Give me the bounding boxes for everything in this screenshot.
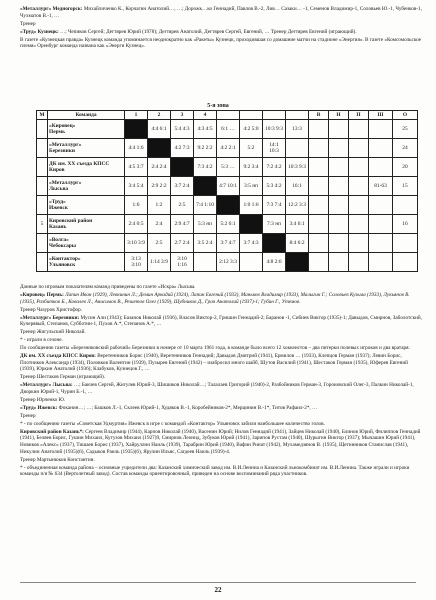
- paragraph-text: Тренер Жигульский Николай.: [20, 329, 86, 336]
- col-header-wins: В: [309, 111, 329, 120]
- paragraph-text: * - играли в сезоне.: [20, 337, 63, 344]
- score-cell: 4:2 5:0: [240, 120, 263, 139]
- paragraph: [20, 29, 424, 36]
- score-cell: 81-63: [369, 177, 393, 196]
- paragraph: [20, 429, 424, 455]
- table-header-row: [37, 111, 418, 120]
- score-cell: 7:4 1:10: [194, 196, 217, 215]
- paragraph-text: Мусин Али (1943); Базанов Николай (1936), Власов Виктор-2, Гришин Геннадий-2; Баранов -1, Сибиев Виктор (1935)-1; Давыдов, Смирнов, Заболотский, Кучерявый, Степанов, Субботин-1, Пухов А.*, Степанов А.*, …: [20, 314, 422, 328]
- score-cell: 2:4 2:4: [148, 158, 171, 177]
- standings-table: [36, 110, 418, 272]
- paragraph-text: Фоканин…; …; Башков Л.-1, Склеев Юрий-1, Худяков В.-1, Коробейников-2*, Мерцинин В.-1*, Титов Рафаил-2*, …: [57, 404, 318, 411]
- score-cell: [369, 158, 393, 177]
- place-cell: [37, 158, 48, 177]
- score-cell: 5:3 нп: [194, 215, 217, 234]
- paragraph-text: Тренер: [20, 412, 36, 419]
- score-cell: [309, 253, 329, 272]
- team-cell: [48, 253, 125, 272]
- score-cell: 8:4 6:2: [286, 234, 309, 253]
- paragraph-text: …; Бакчев Сергей, Жигулев Юрий-3, Шишиков Николай…; Талалаев Григорий (1940)-2, Разбойников Герман-3, Гороновский Олег-3, Палкин Николай-1, Дворкин Юрий-1, Чурин Б.-1, …: [20, 382, 414, 395]
- paragraph: [20, 465, 424, 478]
- score-cell: [329, 177, 349, 196]
- score-cell: 4:4 6:1: [148, 120, 171, 139]
- place-cell: [37, 177, 48, 196]
- score-cell: 3:7 2:4: [171, 177, 194, 196]
- score-cell: 1:6: [125, 196, 148, 215]
- paragraph: [20, 374, 424, 381]
- score-cell: [393, 196, 418, 215]
- paragraph-text: * - объединенная команда района – основные учредители два: Казанский химический завод им. В.И.Ленина и Казанский льнокомбинат им. В.И.Ленина. Также играли и игроки команды п/я № 634 (Вертолетный завод). Состав команды ориентировочный, приведен на основе воспоминаний ряда участников.: [20, 464, 410, 478]
- team-name: «Волга»: [49, 237, 69, 243]
- score-cell: 10:3 9:3: [263, 120, 286, 139]
- zone-title: 5-я зона: [207, 103, 229, 109]
- paragraph-text: Тренер Юрченко Ю.: [20, 396, 66, 403]
- paragraph-heading: ДК им. XX съезда КПСС Киров:: [20, 353, 96, 360]
- self-match-cell: [171, 158, 194, 177]
- col-header-2: 2: [148, 111, 171, 120]
- paragraph-heading: «Металлург» Березники:: [20, 314, 80, 321]
- score-cell: 1:0 1:6: [240, 196, 263, 215]
- paragraph-text: Тренер Шестаков Герман (играющий).: [20, 374, 106, 381]
- paragraph: [20, 292, 424, 305]
- score-cell: 5:3 …: [217, 158, 240, 177]
- score-cell: [309, 158, 329, 177]
- team-city: Ижевск: [49, 205, 68, 211]
- score-cell: 16:1: [286, 177, 309, 196]
- self-match-cell: [194, 177, 217, 196]
- paragraph: [20, 337, 424, 344]
- paragraph: [20, 284, 424, 291]
- col-header-place: М: [37, 111, 48, 120]
- team-cell: [48, 120, 125, 139]
- score-cell: 5:2: [240, 139, 263, 158]
- score-cell: 3:4 6:1: [286, 215, 309, 234]
- table-row: [37, 158, 418, 177]
- score-cell: 1:2: [148, 196, 171, 215]
- team-cell: [48, 215, 125, 234]
- score-cell: [329, 120, 349, 139]
- footer-divider: [20, 582, 416, 583]
- place-cell: [37, 234, 48, 253]
- paragraph-heading: «Металлург» Лысьва:: [20, 382, 73, 389]
- paragraph-heading: «Труд» Ижевск:: [20, 404, 58, 411]
- score-cell: [349, 215, 369, 234]
- team-name: Кировский район: [49, 218, 93, 224]
- col-header-goals: Ш: [369, 111, 393, 120]
- score-cell: [329, 253, 349, 272]
- score-cell: [240, 253, 263, 272]
- score-cell: 7:3 7:4: [263, 196, 286, 215]
- score-cell: 4:7 10:1: [217, 177, 240, 196]
- score-cell: 4:5 3:7: [125, 158, 148, 177]
- score-cell: 3:4 5:4: [125, 177, 148, 196]
- team-cell: [48, 234, 125, 253]
- score-cell: [194, 253, 217, 272]
- col-header-7: [263, 111, 286, 120]
- paragraph-text: Данные по игровым показателям команд приведены по газете «Искра» Лысьва.: [20, 284, 196, 290]
- team-name: ДК им. XX съезда КПСС: [49, 161, 110, 167]
- col-header-3: 3: [171, 111, 194, 120]
- team-city: Березники: [49, 148, 75, 154]
- score-cell: 24: [393, 139, 418, 158]
- col-header-5: [217, 111, 240, 120]
- score-cell: [349, 196, 369, 215]
- score-cell: 4:2 2:1: [217, 139, 240, 158]
- paragraph: [20, 413, 424, 420]
- paragraph-text: По сообщению газеты «Березниковский рабочий» Березники в номере от 10 марта 1961 года, в команде было всего 12 хоккеистов – два питерки полевых игроков и два вратаря.: [20, 345, 410, 352]
- col-header-draws: Н: [329, 111, 349, 120]
- score-cell: [369, 215, 393, 234]
- team-name: «Кировец»: [49, 123, 76, 129]
- col-header-team: Команда: [48, 111, 125, 120]
- paragraph: [20, 397, 424, 404]
- paragraph-text: Лапин Иван (1929), Левкинин Л.; Демин Аркадий (1924), Лапин Евгений (1933), Маньков Владимир (1933), Малыгин Г.; Соловьев Кузьма (1933), Лукьянов В. (1935), Разбитков Б., Ковалев Л., Анисимов В., Решетов Олег (1929), Шубников Д., Грач Анатолий (1937)-1; Губин Г., Утемов.: [20, 291, 410, 305]
- table-row: [37, 139, 418, 158]
- paragraph: [20, 382, 424, 395]
- paragraph: [20, 21, 424, 28]
- score-cell: [369, 139, 393, 158]
- place-cell: [37, 139, 48, 158]
- score-cell: 4:4 1:6: [125, 139, 148, 158]
- score-cell: [309, 215, 329, 234]
- score-cell: 6:1 …: [217, 120, 240, 139]
- paragraph-heading: Кировский район Казань*:: [20, 428, 84, 435]
- score-cell: [329, 234, 349, 253]
- team-city: Киров: [49, 167, 65, 173]
- score-cell: 3:5 2:4: [194, 234, 217, 253]
- score-cell: 13:3: [286, 120, 309, 139]
- team-cell: [48, 177, 125, 196]
- score-cell: 15: [393, 177, 418, 196]
- col-header-1: 1: [125, 111, 148, 120]
- score-cell: [329, 196, 349, 215]
- score-cell: 7:2 4:2: [263, 158, 286, 177]
- score-cell: 14:1 10:3: [263, 139, 286, 158]
- score-cell: [309, 177, 329, 196]
- team-city: Лысьва: [49, 186, 69, 192]
- self-match-cell: [217, 196, 240, 215]
- paragraph-heading: «Металлург» Медногорск:: [20, 6, 83, 12]
- score-cell: 2:5: [148, 234, 171, 253]
- table-row: [37, 215, 418, 234]
- score-cell: 3:7 4:3: [240, 234, 263, 253]
- score-cell: [369, 234, 393, 253]
- col-header-losses: П: [349, 111, 369, 120]
- score-cell: 2:4 0:5: [125, 215, 148, 234]
- score-cell: 5:4 4:3: [171, 120, 194, 139]
- paragraph-text: В газете «Кузнецкая правда» Кузнецк команда упоминается неоднократно как «Ракеты» Кузнецк, проходившая со домашние матчи на стадионе «Энергия». В газете «Комсомольское племя» Оренбург команда названа как «Энерги Кузнец».: [20, 36, 422, 50]
- self-match-cell: [286, 253, 309, 272]
- team-name: «Металлург»: [49, 142, 82, 148]
- score-cell: 3:13 3:10: [125, 253, 148, 272]
- table-row: [37, 253, 418, 272]
- score-cell: 2:7 2:4: [171, 234, 194, 253]
- score-cell: [349, 177, 369, 196]
- paragraph-heading: «Кировец» Пермь:: [20, 291, 64, 298]
- score-cell: [369, 120, 393, 139]
- score-cell: [393, 234, 418, 253]
- score-cell: 20: [393, 158, 418, 177]
- paragraph: [20, 353, 424, 373]
- score-cell: 3:10 1:16: [171, 253, 194, 272]
- score-cell: [349, 120, 369, 139]
- score-cell: 7:3 нп: [263, 215, 286, 234]
- team-name: «Контактор»: [49, 256, 81, 262]
- paragraph-text: …; Чепиков Сергей; Дегтярев Юрий (1978); Дегтярев Анатолий, Дегтярев Сергей, Евгений, … Тренер Дегтярев Евгений (играющий).: [58, 28, 357, 35]
- table-row: [37, 120, 418, 139]
- top-text-block: [20, 6, 424, 51]
- self-match-cell: [125, 120, 148, 139]
- score-cell: 2:5: [171, 196, 194, 215]
- team-city: Пермь: [49, 129, 66, 135]
- paragraph: [20, 329, 424, 336]
- score-cell: 5:2 6:1: [217, 215, 240, 234]
- paragraph-text: * - по сообщению газеты «Советская Удмуртия» Ижевск в игре с командой «Контактор» Ульяновск забили наибольшее количество голов.: [20, 420, 325, 427]
- score-cell: [349, 139, 369, 158]
- place-cell: [37, 120, 48, 139]
- score-cell: [309, 234, 329, 253]
- score-cell: [369, 253, 393, 272]
- score-cell: 1:14 3:9: [148, 253, 171, 272]
- team-cell: [48, 139, 125, 158]
- place-cell: [37, 196, 48, 215]
- score-cell: 3:10 3:9: [125, 234, 148, 253]
- score-cell: 3:7 4:7: [217, 234, 240, 253]
- paragraph: [20, 315, 424, 328]
- score-cell: [393, 253, 418, 272]
- paragraph: [20, 457, 424, 464]
- score-cell: [329, 215, 349, 234]
- col-header-4: 4: [194, 111, 217, 120]
- score-cell: 2:9 2:2: [148, 177, 171, 196]
- paragraph: [20, 405, 424, 412]
- paragraph-text: Тренер Мартынюков Константин.: [20, 456, 95, 463]
- score-cell: 25: [393, 120, 418, 139]
- paragraph-text: Веретенников Борис (1940), Веретенников Геннадий; Давыдов Дмитрий (1941), Ермилов … (1933), Клепцов Герман (1937); Левин Борис, Плотников Александр (1934), Половков Валентин (1939), Пузырев Евгений (1942) – изабросил много шайб, Шутов Василий (1941), Шестаков Герман (1935), Юферев Евгений (1939), Юркин Анатолий (1936); Клабуков, Кузнецов Г., …: [20, 353, 408, 373]
- team-cell: [48, 158, 125, 177]
- score-cell: 4:2 7:3: [171, 139, 194, 158]
- team-name: «Труд»: [49, 199, 66, 205]
- paragraph: [20, 307, 424, 314]
- paragraph-text: Михайличенко К., Корчагин Анатолий…, …; Дорожк…ко Геннадий, Павлов В.-2, Лив… Сазаки… -1, Семенов Владимир-1, Соловьев Ю.-1, Чубенков-1, Чухматов В.-1, …: [20, 6, 422, 19]
- team-city: Чебоксары: [49, 243, 77, 249]
- score-cell: 2:4: [148, 215, 171, 234]
- score-cell: 7:3 4:2: [194, 158, 217, 177]
- paragraph: [20, 37, 424, 50]
- score-cell: [349, 253, 369, 272]
- score-cell: 5:3 4:2: [263, 177, 286, 196]
- paragraph-text: Тренер Чазуров Христофор.: [20, 306, 83, 313]
- score-cell: [329, 139, 349, 158]
- score-cell: [349, 234, 369, 253]
- team-city: Казань: [49, 224, 67, 230]
- score-cell: 4:8 2:6: [263, 253, 286, 272]
- self-match-cell: [240, 215, 263, 234]
- team-cell: [48, 196, 125, 215]
- bottom-text-block: [20, 284, 424, 479]
- score-cell: [309, 139, 329, 158]
- paragraph-text: Сергеев Владимир (1944), Карпов Николай (1940), Васенин Юрий; Нилов Геннадий (1941), Зайцев Николай (1940), Блинов Юрий, Филиппов Геннадий (1941), Беляев Борис, Гушин Михаил, Кутузов Михаил (1927)9, Смирнов Леонид, Зубуков Юрий (1941), Зарипов Рустам (1940), Шурыгин Виктор (1937); Мычашин Юрий (1941), Новиков «Алекс» (1937), Тишаев Борис (1937), Хайруллин Наиль (1939), Тарабрин Юрий (1940), Вафин Ринат (1942), Мухамедзянов В. (1935), Щетинников Станислав (1941), Никулин Анатолий (1935)(6), Садыков Раиль (1935)(6), Ярулин Ильяс, Сагдеев Наиль (1939)-4.: [20, 428, 421, 455]
- score-cell: [329, 158, 349, 177]
- col-header-8: [286, 111, 309, 120]
- score-cell: 4:3 4:5: [194, 120, 217, 139]
- paragraph: [20, 421, 424, 428]
- score-cell: [286, 139, 309, 158]
- score-cell: [309, 120, 329, 139]
- paragraph: [20, 345, 424, 352]
- paragraph: [20, 6, 424, 19]
- score-cell: 2:9 4:7: [171, 215, 194, 234]
- table-row: [37, 196, 418, 215]
- page-number: 22: [214, 586, 222, 594]
- score-cell: 9:2 3:4: [240, 158, 263, 177]
- col-header-points: О: [393, 111, 418, 120]
- paragraph-heading: «Труд» Кузнецк:: [20, 28, 59, 35]
- score-cell: 9:2 2:2: [194, 139, 217, 158]
- place-cell: [37, 253, 48, 272]
- score-cell: [349, 158, 369, 177]
- self-match-cell: [263, 234, 286, 253]
- score-cell: 16: [393, 215, 418, 234]
- table-row: [37, 177, 418, 196]
- place-cell: 5: [37, 215, 48, 234]
- team-city: Ульяновск: [49, 262, 76, 268]
- paragraph-text: Тренер: [20, 20, 36, 27]
- score-cell: 12:2 3:3: [286, 196, 309, 215]
- score-cell: [369, 196, 393, 215]
- table-row: [37, 234, 418, 253]
- team-name: «Металлург»: [49, 180, 82, 186]
- score-cell: 3:5 нп: [240, 177, 263, 196]
- self-match-cell: [148, 139, 171, 158]
- score-cell: [309, 196, 329, 215]
- col-header-6: [240, 111, 263, 120]
- score-cell: 10:3 9:3: [286, 158, 309, 177]
- score-cell: 2:12 3:3: [217, 253, 240, 272]
